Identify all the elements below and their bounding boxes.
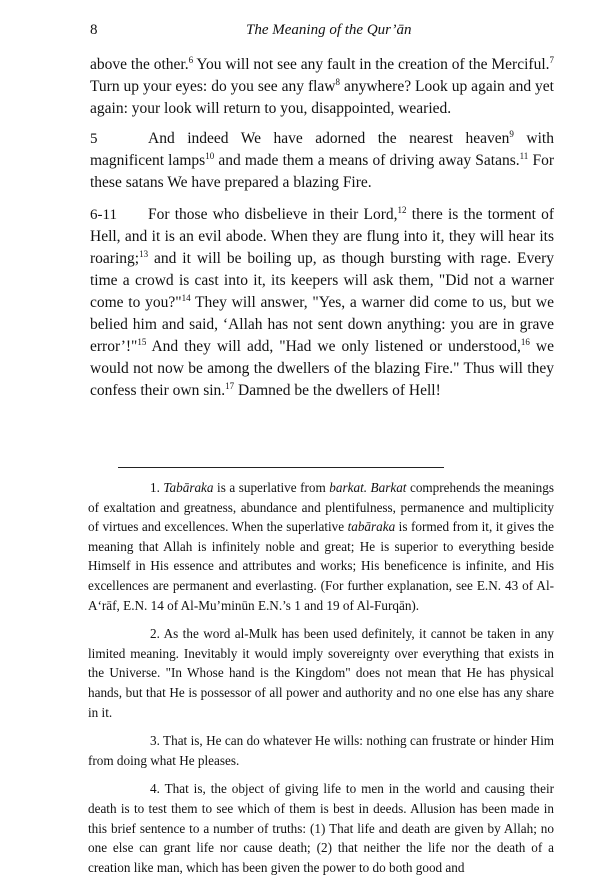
page-number: 8 [90, 22, 98, 38]
verse-paragraph-5: 5 And indeed We have adorned the nearest heaven$^9$ with magnificent lamps$^{10}$ and made them a means of driving away Satans.$^{11}$ For these satans We have prepared a blazing Fire. [90, 128, 554, 194]
footnote-ref: 17 [225, 381, 235, 391]
main-text [90, 54, 554, 402]
verse-paragraph-6-11: 6-11 For those who disbelieve in their Lord,$^{12}$ there is the torment of Hell, and it is an evil abode. When they are flung into it, they will hear its roaring;$^{13}$ and it will be boiling up, as though bursting with rage. Every time a crowd is cast into it, its keepers will ask them, "Did not a warner come to you?"$^{14}$ They will answer, "Yes, a warner did come to us, but we belied him and said, ‘Allah has not sent down anything: you are in grave error’!"$^{15}$ And they will add, "Had we only listened or understood,$^{16}$ we would not now be among the dwellers of the blazing Fire." Thus will they confess their own sin.$^{17}$ Damned be the dwellers of Hell! [90, 204, 554, 402]
page-header [0, 22, 600, 46]
footnote-ref: 12 [397, 205, 407, 215]
footnote-ref: 16 [520, 337, 530, 347]
footnote-ref: 8 [335, 77, 340, 87]
footnote-3: 3. That is, He can do whatever He wills: nothing can frustrate or hinder Him from doing what He pleases. [88, 733, 554, 768]
running-title: The Meaning of the Qur’ān [246, 22, 412, 38]
footnote-ref: 15 [137, 337, 147, 347]
footnote-ref: 10 [205, 151, 215, 161]
footnote-ref: 11 [519, 151, 529, 161]
footnote-ref: 14 [181, 293, 191, 303]
footnote-ref: 9 [509, 129, 514, 139]
footnote-ref: 6 [188, 55, 194, 65]
footnote-divider [118, 467, 444, 468]
footnote-ref: 7 [549, 55, 554, 65]
footnote-2: 2. As the word al-Mulk has been used definitely, it cannot be taken in any limited meaning. Inevitably it would imply sovereignty over everything that exists in the Universe. "In Whose hand is the Kingdom" does not mean that He has physical hands, but that He is possessor of all power and authority and no one else has any share in it. [88, 626, 554, 720]
footnotes [88, 478, 554, 886]
verse-number: 5 [90, 131, 98, 147]
footnote-4: 4. That is, the object of giving life to men in the world and causing their death is to test them to see which of them is best in deeds. Allusion has been made in this brief sentence to a number of truths: (1) That life and death are given by Allah; no one else can grant life nor cause death; (2) that neither the life nor the death of a creation like man, which has been given the power to do both good and [88, 781, 554, 875]
verse-number: 6-11 [90, 207, 117, 223]
verse-paragraph-1: above the other.$^6$ You will not see any fault in the creation of the Merciful.$^7$ Turn up your eyes: do you see any flaw$^8$ anywhere? Look up again and yet again: your look will return to you, disappointed, wearied. [90, 55, 554, 117]
footnote-ref: 13 [139, 249, 149, 259]
footnote-1: 1. Tabāraka is a superlative from barkat. Barkat comprehends the meanings of exaltation and greatness, abundance and plentifulness, permanence and multiplicity of virtues and excellences. When the superlative tabāraka is formed from it, it gives the meaning that Allah is infinitely noble and great; He is superior to everything beside Himself in His essence and attributes and works; His beneficence is infinite, and His excellences are permanent and everlasting. (For further explanation, see E.N. 43 of Al-A‘rāf, E.N. 14 of Al-Mu’minūn E.N.’s 1 and 19 of Al-Furqān). [88, 480, 555, 613]
